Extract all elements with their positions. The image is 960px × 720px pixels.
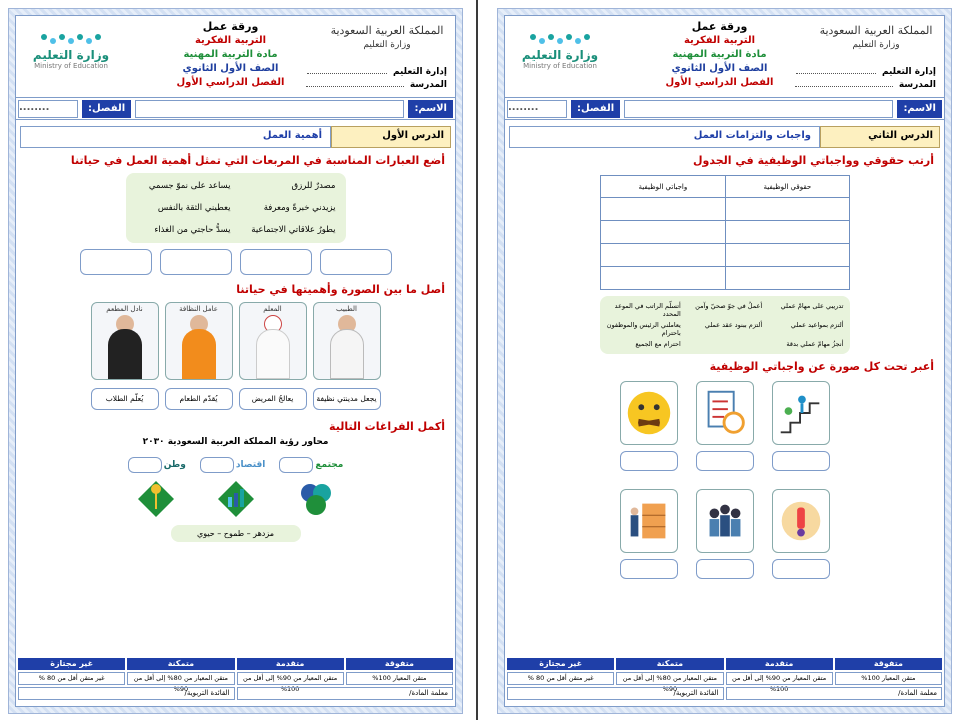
duty-icons-row-1 <box>505 381 944 445</box>
vision-logos <box>16 479 455 519</box>
question-title: أصل ما بين الصورة وأهميتها في حياتنا <box>236 283 445 296</box>
ministry-logo: وزارة التعليم Ministry of Education <box>26 34 116 70</box>
vision-axes <box>16 457 455 473</box>
table-cell[interactable] <box>600 198 726 221</box>
name-label: الاسم: <box>897 100 942 118</box>
leader-signature: القائدة التربوية/ <box>18 687 235 700</box>
rubric-checkbox[interactable]: متقن المعيار من 90% إلى أقل من 100% <box>726 672 833 685</box>
phrase-item: تدريبي على مهامّ عملي <box>780 302 844 310</box>
axis-society: مجتمع <box>279 457 343 473</box>
duty-icons-row-2 <box>505 489 944 553</box>
lesson-title: أهمية العمل <box>20 126 331 148</box>
society-icon <box>296 479 336 519</box>
table-cell[interactable] <box>726 221 849 244</box>
teacher-picture: المعلم <box>239 302 307 380</box>
rubric-checkbox[interactable]: غير متقن أقل من 80 % <box>18 672 125 685</box>
rubric-checkbox[interactable]: متقن المعيار 100% <box>346 672 453 685</box>
phrase-item: يعطيني الثقة بالنفس <box>157 203 231 213</box>
meaning-box[interactable]: يعالجُ المريض <box>239 388 307 410</box>
answer-box[interactable] <box>772 451 830 471</box>
lesson-number: الدرس الثاني <box>820 126 940 148</box>
worksheet-lesson-2 <box>497 8 952 714</box>
phrase-item: يعاملني الرئيس والموظفون باحترام <box>606 321 681 337</box>
checklist-clock-icon <box>696 381 754 445</box>
kingdom-logo: المملكة العربية السعودية وزارة التعليم <box>330 24 444 50</box>
economy-icon <box>216 479 256 519</box>
phrase-item: ألتزم ببنود عقد عملي <box>704 321 763 329</box>
answer-box[interactable] <box>696 559 754 579</box>
teacher-signature: معلمة المادة/ <box>237 687 454 700</box>
rubric-checkbox[interactable]: غير متقن أقل من 80 % <box>507 672 614 685</box>
answer-row <box>16 249 455 275</box>
table-cell[interactable] <box>726 267 849 290</box>
team-meeting-icon <box>696 489 754 553</box>
table-cell[interactable] <box>726 244 849 267</box>
name-field[interactable] <box>624 100 893 118</box>
axis-nation: وطن <box>128 457 186 473</box>
stairs-icon <box>772 381 830 445</box>
admin-fields: إدارة التعليم المدرسة <box>795 66 936 92</box>
answer-box[interactable] <box>620 451 678 471</box>
phrase-item: مصدرٌ للرزق <box>291 181 336 191</box>
doctor-picture: الطبيب <box>313 302 381 380</box>
axis-economy: اقتصاد <box>200 457 266 473</box>
rubric-checkbox[interactable]: متقن المعيار من 80% إلى أقل من 90% <box>127 672 234 685</box>
answer-box[interactable] <box>80 249 152 275</box>
grading-rubric: متفوقة متقدمة متمكنة غير مجتازة متقن المعيار 100% متقن المعيار من 90% إلى أقل من 100% متقن المعيار من 80% إلى أقل من 90% غير متقن أقل من 80 % معلمة المادة/ القائدة التربوية/ <box>507 658 942 702</box>
meaning-box[interactable]: يُقدّم الطعام <box>165 388 233 410</box>
ministry-logo: وزارة التعليم Ministry of Education <box>515 34 605 70</box>
answer-box[interactable] <box>240 249 312 275</box>
waiter-picture: نادل المطعم <box>91 302 159 380</box>
phrase-item: يزيدني خبرةً ومعرفة <box>263 203 336 213</box>
table-cell[interactable] <box>600 221 726 244</box>
col-duties: واجباتي الوظيفية <box>600 176 726 198</box>
rubric-checkbox[interactable]: متقن المعيار من 90% إلى أقل من 100% <box>237 672 344 685</box>
answer-box[interactable] <box>620 559 678 579</box>
answer-box[interactable] <box>772 559 830 579</box>
answer-box[interactable] <box>696 451 754 471</box>
nation-icon <box>136 479 176 519</box>
cleaner-picture: عامل النظافة <box>165 302 233 380</box>
question-title: أكمل الفراغات التالية <box>329 420 445 433</box>
question-title: أضع العبارات المناسبة في المربعات التي تمثل أهمية العمل في حياتنا <box>70 154 445 167</box>
phrase-item: يسدُّ حاجتي من الغذاء <box>154 225 231 235</box>
teacher-signature: معلمة المادة/ <box>726 687 943 700</box>
rights-duties-table <box>600 175 850 290</box>
meaning-box[interactable]: يُعلّم الطلاب <box>91 388 159 410</box>
sheet-header <box>16 16 455 98</box>
kingdom-logo: المملكة العربية السعودية وزارة التعليم <box>819 24 933 50</box>
table-cell[interactable] <box>600 267 726 290</box>
hand-care-icon <box>772 489 830 553</box>
rubric-checkbox[interactable]: متقن المعيار 100% <box>835 672 942 685</box>
table-cell[interactable] <box>726 198 849 221</box>
class-field[interactable]: ........ <box>18 100 78 118</box>
phrase-item: احترام مع الجميع <box>635 340 681 348</box>
col-rights: حقوقي الوظيفية <box>726 176 849 198</box>
phrase-item: يطورُ علاقاتي الاجتماعية <box>251 225 336 235</box>
worker-boxes-icon <box>620 489 678 553</box>
lesson-bar <box>509 126 940 148</box>
class-field[interactable]: ........ <box>507 100 567 118</box>
name-bar <box>16 98 455 120</box>
sheet-title-block: ورقة عمل التربية الفكرية مادة التربية المهنية الصف الأول الثانوي الفصل الدراسي الأول <box>176 20 285 88</box>
class-label: الفصل: <box>82 100 131 118</box>
lesson-bar <box>20 126 451 148</box>
meaning-box[interactable]: يجعل مدينتي نظيفة <box>313 388 381 410</box>
phrase-box <box>126 173 346 243</box>
vision-words: مزدهر – طموح – حيوي <box>171 525 301 542</box>
phrase-box <box>600 296 850 354</box>
phrase-item: أنجزُ مهامّ عملي بدقة <box>786 340 844 348</box>
sheet-header <box>505 16 944 98</box>
meaning-row <box>16 388 455 410</box>
answer-row <box>505 451 944 471</box>
phrase-item <box>687 340 762 348</box>
name-label: الاسم: <box>408 100 453 118</box>
lesson-number: الدرس الأول <box>331 126 451 148</box>
answer-box[interactable] <box>160 249 232 275</box>
sheet-title-block: ورقة عمل التربية الفكرية مادة التربية المهنية الصف الأول الثانوي الفصل الدراسي الأول <box>665 20 774 88</box>
question-title: أرتب حقوقي وواجباتي الوظيفية في الجدول <box>693 154 934 167</box>
page-divider <box>476 0 478 720</box>
silent-face-icon <box>620 381 678 445</box>
phrase-item: أعملُ في جوّ صحيّ وآمن <box>695 302 763 310</box>
grading-rubric: متفوقة متقدمة متمكنة غير مجتازة متقن المعيار 100% متقن المعيار من 90% إلى أقل من 100% متقن المعيار من 80% إلى أقل من 90% غير متقن أقل من 80 % معلمة المادة/ القائدة التربوية/ <box>18 658 453 702</box>
admin-fields: إدارة التعليم المدرسة <box>306 66 447 92</box>
question-title: أعبر تحت كل صورة عن واجباتي الوظيفية <box>709 360 934 373</box>
phrase-item: يساعد على نموّ جسمي <box>148 181 231 191</box>
phrase-item: أتسلّم الراتب في الموعد المحدد <box>614 302 681 318</box>
class-label: الفصل: <box>571 100 620 118</box>
name-field[interactable] <box>135 100 404 118</box>
rubric-checkbox[interactable]: متقن المعيار من 80% إلى أقل من 90% <box>616 672 723 685</box>
lesson-title: واجبات والتزامات العمل <box>509 126 820 148</box>
phrase-item: ألتزم بمواعيد عملي <box>790 321 844 329</box>
name-bar <box>505 98 944 120</box>
worksheet-lesson-1 <box>8 8 463 714</box>
table-cell[interactable] <box>600 244 726 267</box>
leader-signature: القائدة التربوية/ <box>507 687 724 700</box>
vision-subtitle: محاور رؤية المملكة العربية السعودية ٢٠٣٠ <box>142 437 329 447</box>
answer-box[interactable] <box>320 249 392 275</box>
occupation-pictures <box>16 302 455 380</box>
answer-row <box>505 559 944 579</box>
